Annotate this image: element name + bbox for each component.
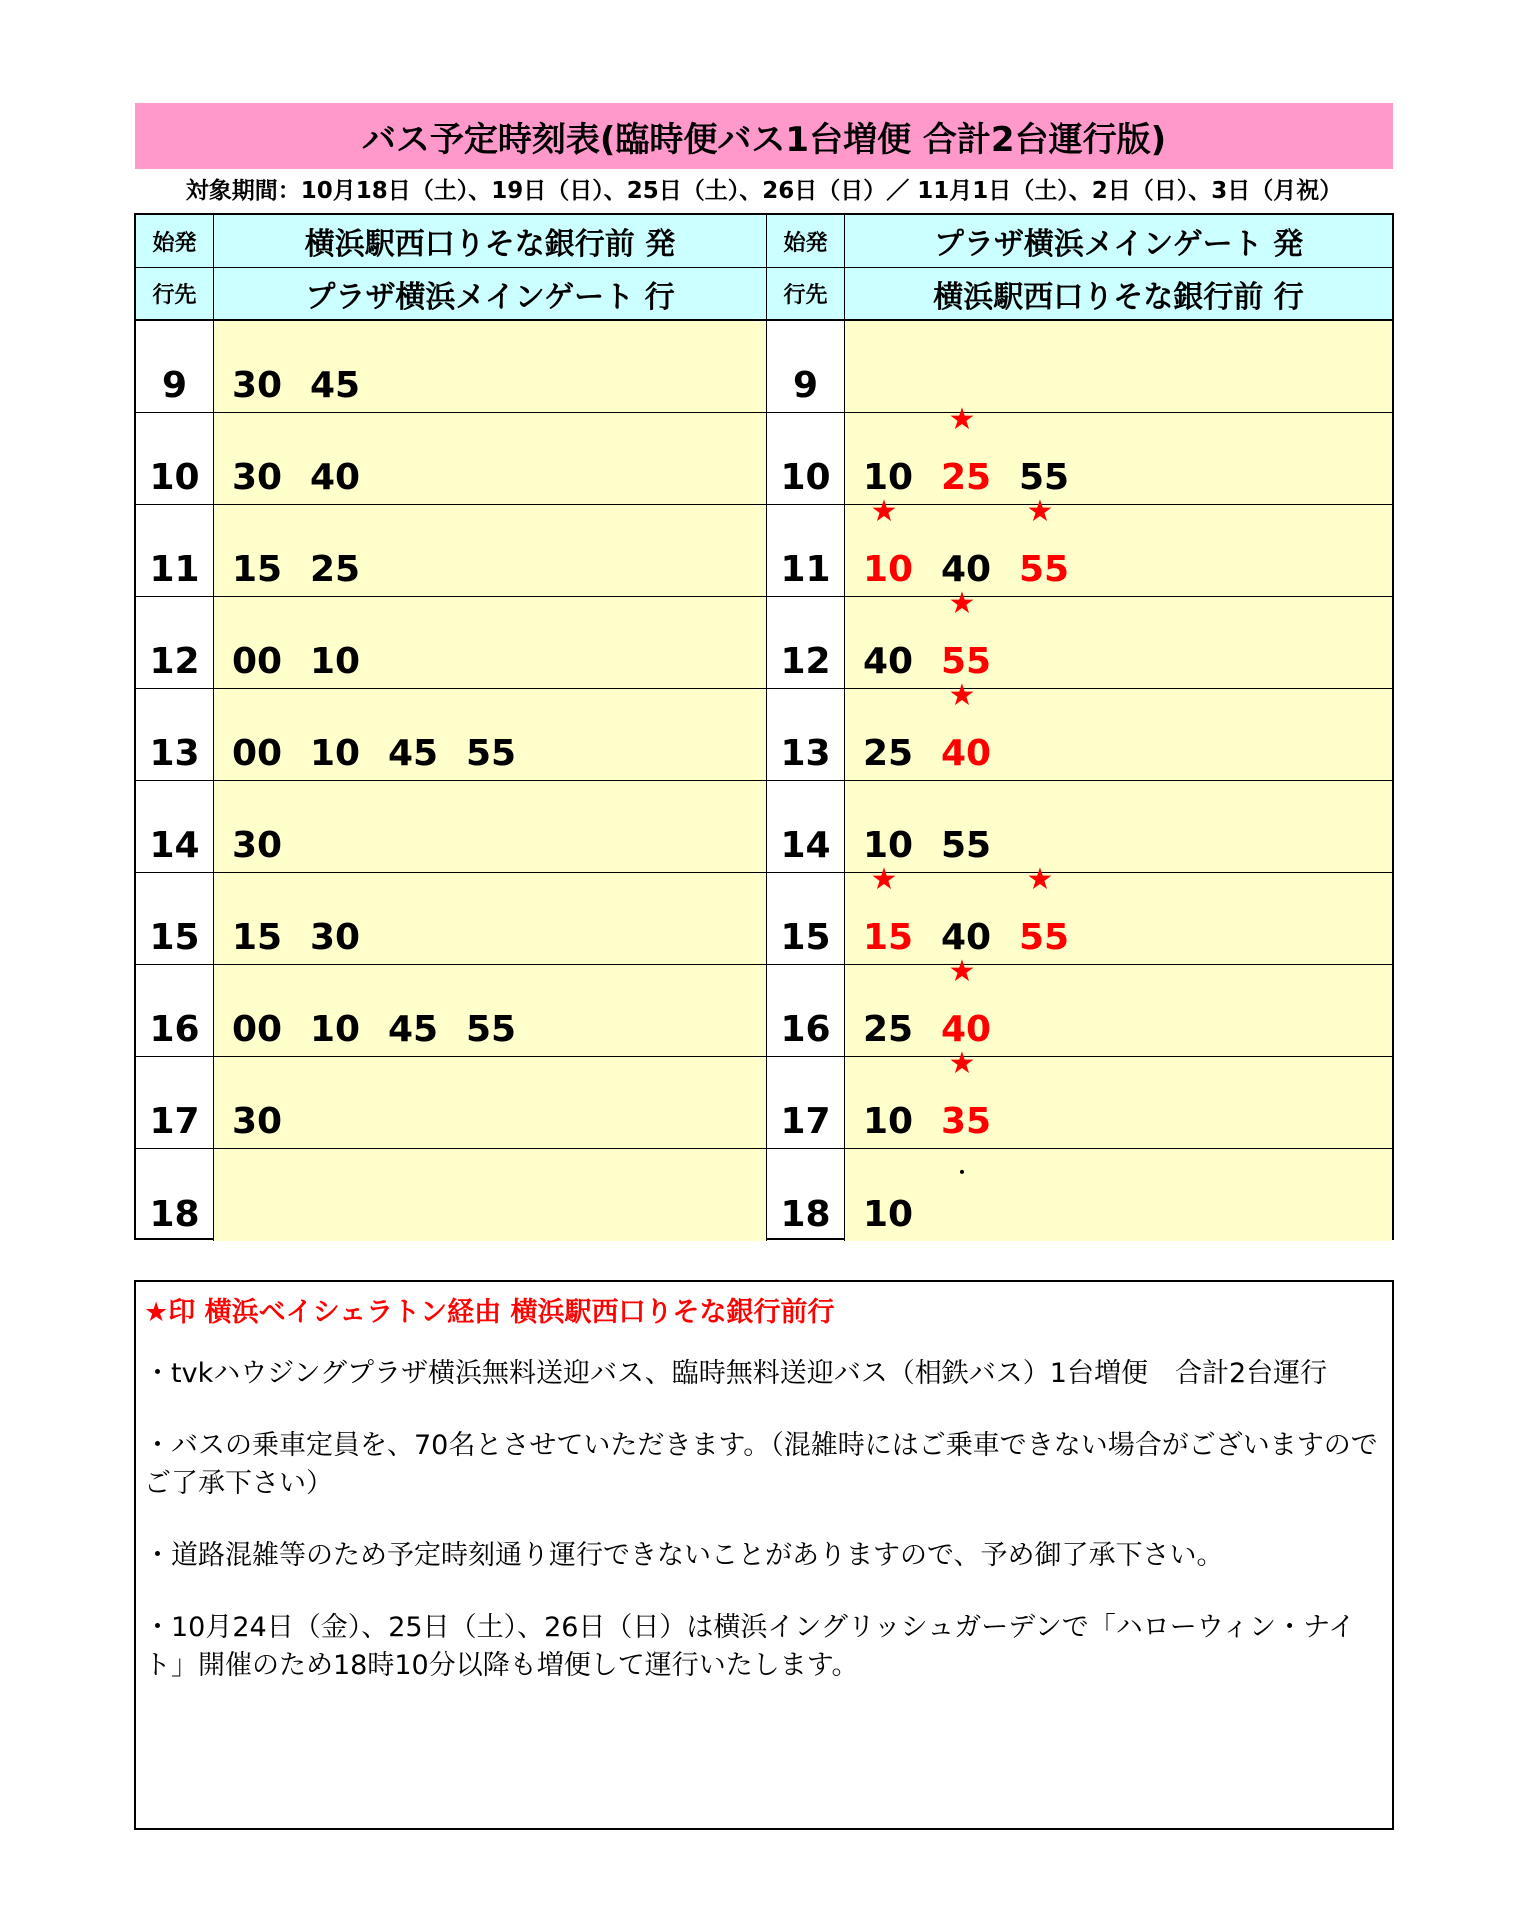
departure-minute-via-sheraton: 10 ★ xyxy=(863,494,914,590)
minutes-cell-right xyxy=(845,1149,1392,1241)
hour-cell-right: 9 xyxy=(767,321,845,413)
minutes-cell-right xyxy=(845,781,1392,873)
note-item: ・バスの乗車定員を、70名とさせていただきます。（混雑時にはご乗車できない場合がございますのでご了承下さい） xyxy=(144,1430,1378,1499)
minutes-cell-right xyxy=(845,494,1392,597)
minutes-cell-left xyxy=(214,597,767,689)
minutes-cell-left xyxy=(214,781,767,873)
departure-minute: 25 xyxy=(863,1009,914,1050)
hour-cell-right: 18 xyxy=(767,1149,845,1241)
departure-minute: 25 xyxy=(863,733,914,774)
note-item: ・10月24日（金）、25日（土）、26日（日）は横浜イングリッシュガーデンで「ハローウィン・ナイト」開催のため18時10分以降も増便して運行いたします。 xyxy=(144,1612,1356,1681)
departure-minute: 30 xyxy=(232,457,283,498)
hour-cell-right: 10 xyxy=(767,413,845,505)
star-icon: ★ xyxy=(870,494,898,529)
minutes-cell-right xyxy=(845,321,1392,413)
minutes-list xyxy=(232,825,283,866)
minutes-cell-left xyxy=(214,965,767,1057)
departure-minute-via-sheraton: 40 ★ xyxy=(941,954,992,1050)
departure-minute: 55 xyxy=(1019,457,1070,498)
departure-minute: 00 xyxy=(232,641,283,682)
departure-minute: 10 xyxy=(310,1009,361,1050)
departure-minute: 40 xyxy=(863,641,914,682)
departure-minute-via-sheraton: 35 ★ xyxy=(941,1046,992,1142)
departure-minute: 10 xyxy=(863,1194,914,1235)
minutes-cell-right xyxy=(845,678,1392,781)
departure-minute-via-sheraton: 40 ★ xyxy=(941,678,992,774)
minutes-cell-left xyxy=(214,413,767,505)
departure-minute: 55 xyxy=(466,1009,517,1050)
hour-cell-right: 11 xyxy=(767,505,845,597)
departure-minute: 45 xyxy=(310,365,361,406)
minutes-cell-left xyxy=(214,1057,767,1149)
minutes-list xyxy=(232,917,361,958)
hour-cell-left: 18 xyxy=(136,1149,214,1241)
hour-cell-left: 16 xyxy=(136,965,214,1057)
minutes-list xyxy=(863,954,992,1050)
minutes-list xyxy=(232,457,361,498)
minutes-cell-right xyxy=(845,1046,1392,1149)
departure-minute: 30 xyxy=(232,1101,283,1142)
note-item: ・tvkハウジングプラザ横浜無料送迎バス、臨時無料送迎バス（相鉄バス）1台増便 合計2台運行 xyxy=(144,1358,1328,1389)
departure-minute: 15 xyxy=(232,917,283,958)
minutes-list xyxy=(232,1009,517,1050)
hour-cell-right: 16 xyxy=(767,965,845,1057)
minutes-list xyxy=(863,402,1070,498)
hour-cell-left: 11 xyxy=(136,505,214,597)
departure-minute: 40 xyxy=(941,917,992,958)
timetable xyxy=(134,213,1394,1240)
minutes-list xyxy=(232,641,361,682)
start-label-left: 始発 xyxy=(136,215,214,268)
departure-minute: 55 xyxy=(466,733,517,774)
page-title: バス予定時刻表(臨時便バス1台増便 合計2台運行版) xyxy=(135,103,1393,169)
hour-cell-left: 10 xyxy=(136,413,214,505)
hour-cell-left: 14 xyxy=(136,781,214,873)
minutes-list xyxy=(232,1101,283,1142)
minutes-list xyxy=(863,586,992,682)
hour-cell-right: 13 xyxy=(767,689,845,781)
departure-minute: 30 xyxy=(232,825,283,866)
departure-minute: 25 xyxy=(310,549,361,590)
dest-label-left: 行先 xyxy=(136,268,214,321)
hour-cell-left: 9 xyxy=(136,321,214,413)
star-icon: ★ xyxy=(870,862,898,897)
minutes-list xyxy=(232,549,361,590)
minutes-list xyxy=(863,494,1070,590)
start-label-right: 始発 xyxy=(767,215,845,268)
minutes-cell-right xyxy=(845,402,1392,505)
star-icon: ★ xyxy=(948,586,976,621)
hour-cell-left: 17 xyxy=(136,1057,214,1149)
left-destination: プラザ横浜メインゲート 行 xyxy=(214,268,767,321)
departure-minute: 40 xyxy=(941,549,992,590)
departure-minute: 15 xyxy=(232,549,283,590)
departure-minute: 40 xyxy=(310,457,361,498)
star-icon: ★ xyxy=(1026,494,1054,529)
star-icon: ★ xyxy=(948,678,976,713)
minutes-cell-right xyxy=(845,586,1392,689)
minutes-list xyxy=(863,1046,992,1142)
minutes-list xyxy=(863,678,992,774)
minutes-cell-left xyxy=(214,689,767,781)
hour-cell-right: 17 xyxy=(767,1057,845,1149)
hour-cell-right: 12 xyxy=(767,597,845,689)
departure-minute: 45 xyxy=(388,1009,439,1050)
minutes-list xyxy=(863,825,992,866)
hour-cell-left: 12 xyxy=(136,597,214,689)
star-icon: ★ xyxy=(948,1046,976,1081)
departure-minute: 00 xyxy=(232,1009,283,1050)
star-icon: ★ xyxy=(948,402,976,437)
star-legend: ★印 横浜ベイシェラトン経由 横浜駅西口りそな銀行前行 xyxy=(144,1297,835,1328)
hour-cell-left: 15 xyxy=(136,873,214,965)
dest-label-right: 行先 xyxy=(767,268,845,321)
minutes-list xyxy=(863,862,1070,958)
departure-minute: 10 xyxy=(863,1101,914,1142)
departure-minute-via-sheraton: 25 ★ xyxy=(941,402,992,498)
minutes-cell-left xyxy=(214,505,767,597)
right-destination: 横浜駅西口りそな銀行前 行 xyxy=(845,268,1392,321)
departure-minute: 55 xyxy=(941,825,992,866)
departure-minute: 45 xyxy=(388,733,439,774)
minutes-list xyxy=(232,733,517,774)
departure-minute-via-sheraton: 55 ★ xyxy=(1019,862,1070,958)
departure-minute: 10 xyxy=(863,825,914,866)
minutes-cell-right xyxy=(845,954,1392,1057)
departure-minute: 10 xyxy=(863,457,914,498)
minutes-list xyxy=(232,365,361,406)
note-item: ・道路混雑等のため予定時刻通り運行できないことがありますので、予め御了承下さい。 xyxy=(144,1540,1224,1571)
minutes-cell-left xyxy=(214,1149,767,1241)
minutes-list xyxy=(863,1194,914,1235)
star-icon: ★ xyxy=(948,954,976,989)
minutes-cell-right xyxy=(845,862,1392,965)
notes-box xyxy=(134,1280,1394,1830)
hour-cell-right: 15 xyxy=(767,873,845,965)
departure-minute: 10 xyxy=(310,733,361,774)
hour-cell-right: 14 xyxy=(767,781,845,873)
minutes-cell-left xyxy=(214,873,767,965)
target-period: 対象期間：10月18日（土）、19日（日）、25日（土）、26日（日）／ 11月1日（土）、2日（日）、3日（月祝） xyxy=(185,178,1343,204)
departure-minute: 30 xyxy=(310,917,361,958)
right-origin: プラザ横浜メインゲート 発 xyxy=(845,215,1392,268)
left-origin: 横浜駅西口りそな銀行前 発 xyxy=(214,215,767,268)
departure-minute: 30 xyxy=(232,365,283,406)
dot-mark: ・ xyxy=(953,1163,971,1184)
departure-minute-via-sheraton: 55 ★ xyxy=(1019,494,1070,590)
star-icon: ★ xyxy=(1026,862,1054,897)
minutes-cell-left xyxy=(214,321,767,413)
departure-minute: 00 xyxy=(232,733,283,774)
departure-minute: 10 xyxy=(310,641,361,682)
departure-minute-via-sheraton: 15 ★ xyxy=(863,862,914,958)
departure-minute-via-sheraton: 55 ★ xyxy=(941,586,992,682)
hour-cell-left: 13 xyxy=(136,689,214,781)
